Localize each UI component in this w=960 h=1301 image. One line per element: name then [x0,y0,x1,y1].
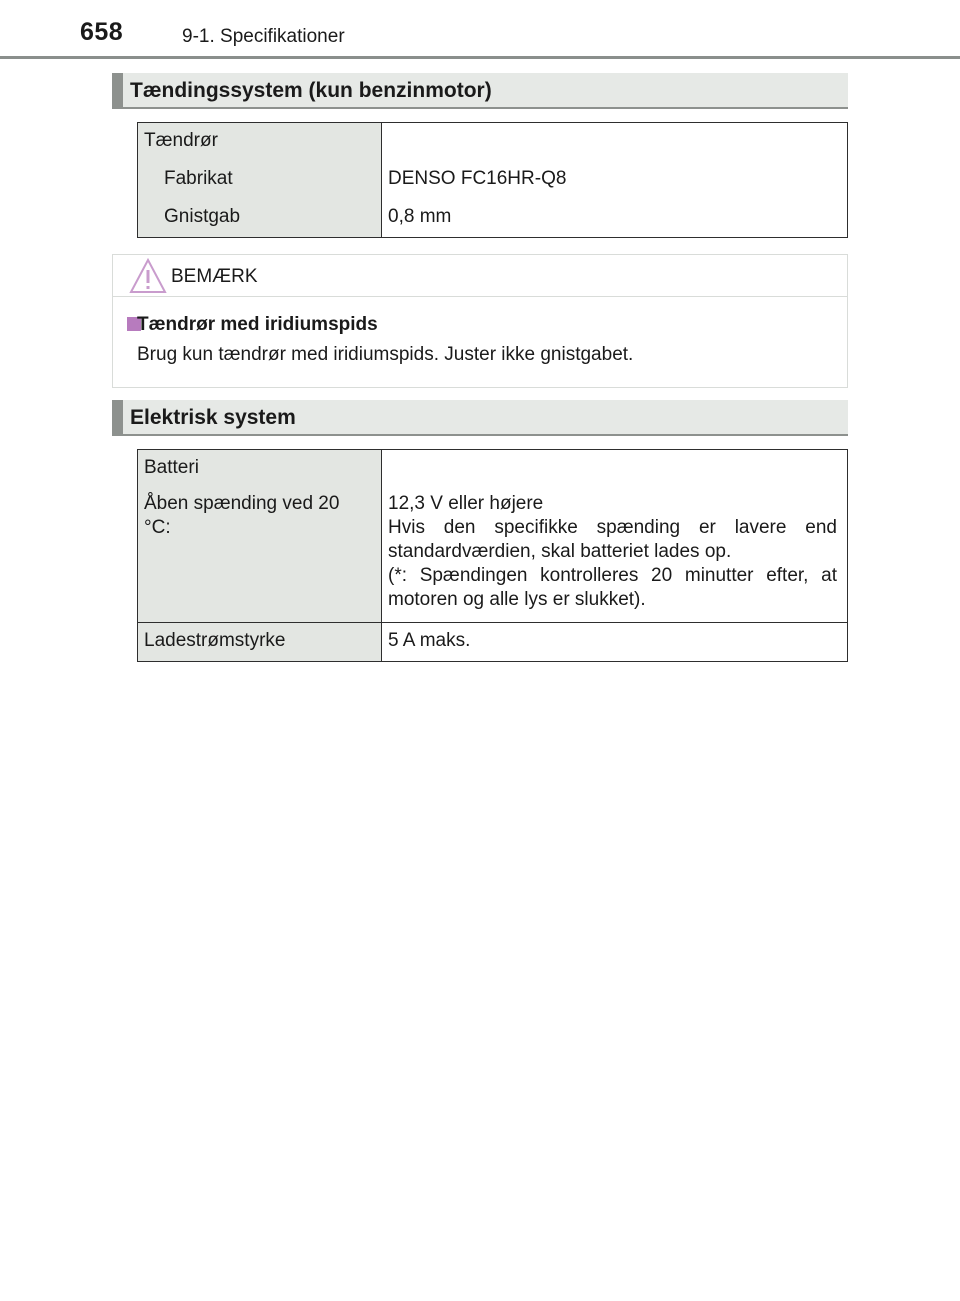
row-value: 5 A maks. [388,630,471,651]
group-label: Tændrør [144,130,218,151]
row-value: DENSO FC16HR-Q8 [388,168,567,189]
row-value: 0,8 mm [388,206,452,227]
section-title: Tændingssystem (kun benzinmotor) [130,79,492,102]
chapter-title: 9-1. Specifikationer [182,26,345,47]
warning-triangle-icon [129,258,167,294]
battery-note: Hvis den specifikke spænding er lavere end standardværdien, skal batteriet lades op. [388,517,837,562]
label-cell [138,123,382,238]
row-label: Åben spænding ved 20 °C: [144,493,340,538]
notice-header [113,255,847,297]
header-rule [0,56,960,59]
notice-body: Brug kun tændrør med iridiumspids. Juster ikke gnistgabet. [137,344,634,365]
value-cell [382,623,848,662]
battery-voltage: 12,3 V eller højere [388,493,544,514]
label-cell [138,450,382,623]
notice-subtitle: Tændrør med iridiumspids [137,314,378,335]
page-number: 658 [80,18,124,46]
group-label: Batteri [144,457,199,478]
battery-footnote: (*: Spændingen kontrolleres 20 minutter efter, at motoren og alle lys er slukket). [388,565,837,610]
section-heading-ignition [112,73,848,109]
row-label: Gnistgab [164,206,241,227]
ignition-spec-table [137,122,848,238]
section-bar [112,400,123,434]
electrical-spec-table [137,449,848,662]
notice-box [112,254,848,388]
table-row [138,123,848,238]
section-bar [112,73,123,107]
row-label: Fabrikat [164,168,233,189]
value-cell [382,450,848,623]
value-cell [382,123,848,238]
row-label: Ladestrømstyrke [144,630,286,651]
notice-heading: BEMÆRK [171,266,258,287]
label-cell [138,623,382,662]
table-row [138,450,848,623]
section-heading-electrical [112,400,848,436]
table-row [138,623,848,662]
section-title: Elektrisk system [130,406,296,429]
